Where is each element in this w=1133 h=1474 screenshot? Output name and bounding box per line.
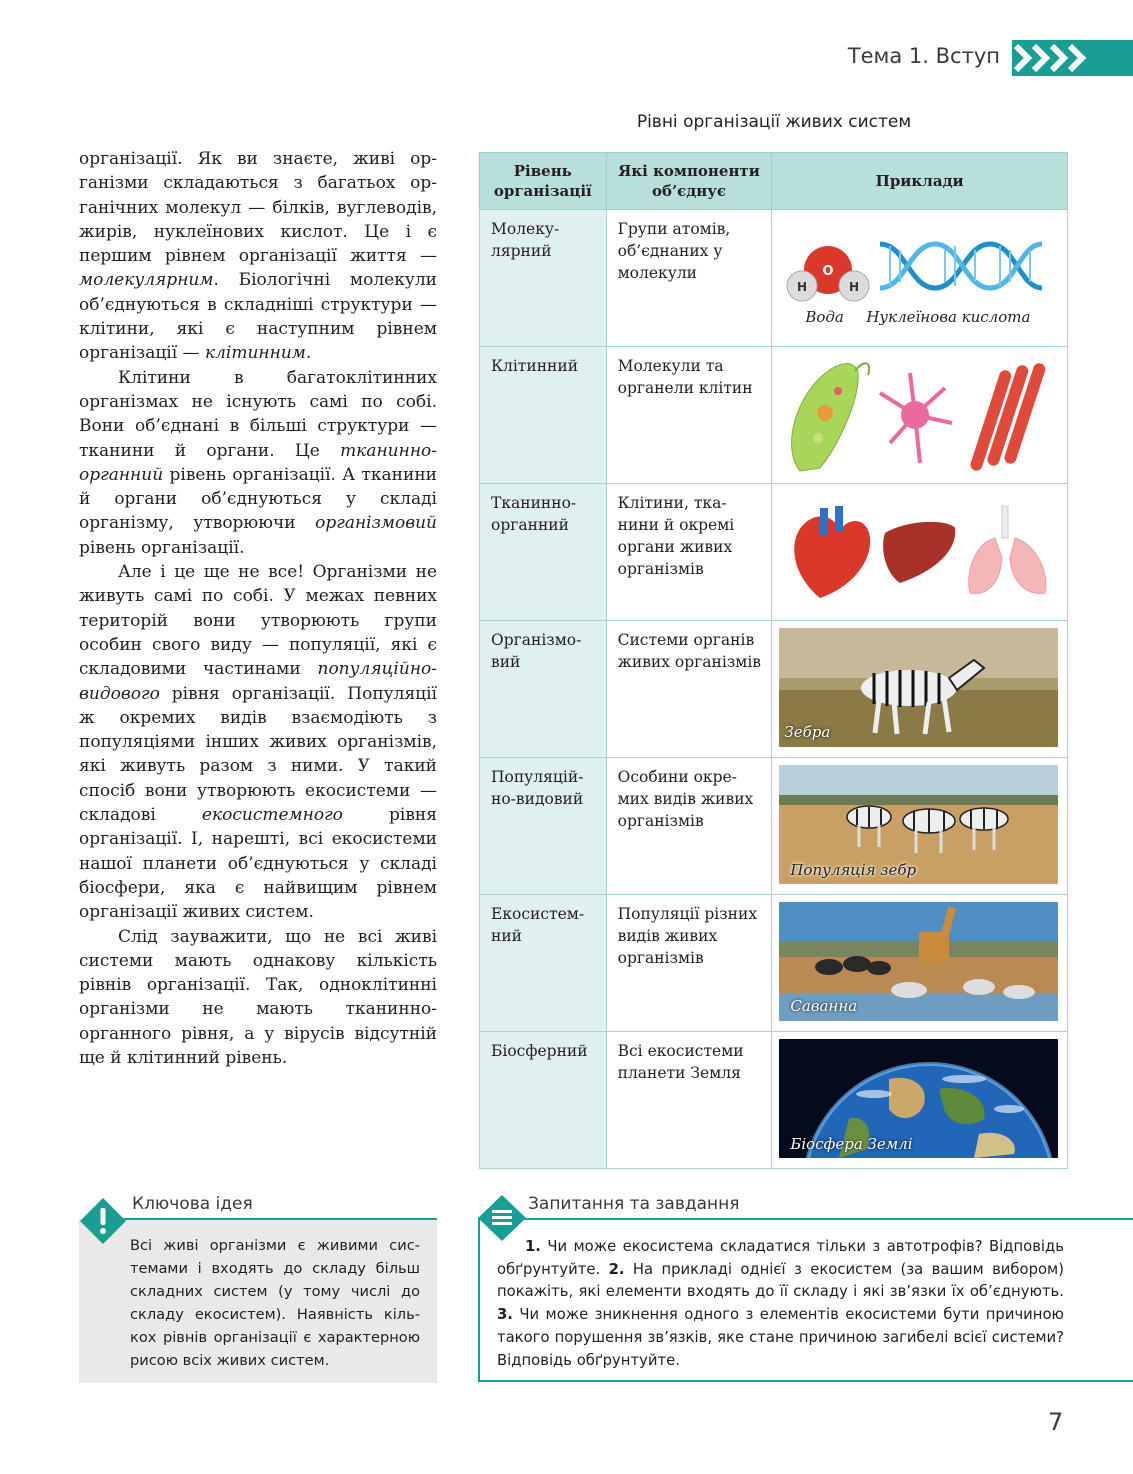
table-header-row bbox=[480, 153, 1068, 210]
examples-cell bbox=[772, 210, 1068, 347]
list-icon bbox=[478, 1195, 526, 1241]
examples-cell bbox=[772, 347, 1068, 484]
atom-h-label: H bbox=[849, 280, 860, 294]
table-row bbox=[480, 758, 1068, 895]
paragraph-3: Але і це ще не все! Організми не живуть самі по собі. У межах певних територій вони утворюють групи особин свого виду — популяції, які є складовими частинами популяційно-видового рівня організації. Популяції ж окремих видів взаємодіють з популяціями інших живих організмів, які живуть разом з ними. У такий спосіб вони утворюють екосистеми — складові екосистемного рівня організації. І, нарешті, всі екосистеми нашої планети об’єднуються у складі біосфери, яка є найвищим рівнем організації живих систем. bbox=[79, 562, 437, 923]
questions-title: Запитання та завдання bbox=[528, 1194, 740, 1214]
examples-cell bbox=[772, 758, 1068, 895]
paragraph-1: організації. Як ви знаєте, живі організми складаються з багатьох органічних молекул — білків, вуглеводів, жирів, нуклеїнових кислот. Це і є першим рівнем організації життя — молекулярним. Біологічні молекули об’єднуються в складніші структури — клітини, які є наступним рівнем організації — клітинним. bbox=[79, 149, 437, 364]
components-cell: Особини окремих видів живих організмів bbox=[606, 758, 772, 895]
header-components: Які компоненти об’єднує bbox=[606, 153, 772, 210]
body-text bbox=[79, 147, 437, 1070]
caption-savanna: Саванна bbox=[790, 997, 858, 1015]
key-idea-rule bbox=[110, 1218, 437, 1220]
components-cell: Системи органів живих організмів bbox=[606, 621, 772, 758]
level-cell: Клітинний bbox=[480, 347, 607, 484]
key-idea-title: Ключова ідея bbox=[132, 1194, 253, 1214]
exclamation-icon bbox=[80, 1198, 126, 1244]
components-cell: Популяції різних видів живих організмів bbox=[606, 895, 772, 1032]
table-row bbox=[480, 621, 1068, 758]
table-caption: Рівні організації живих систем bbox=[636, 112, 912, 132]
header-level: Рівень організації bbox=[480, 153, 607, 210]
table-row bbox=[480, 484, 1068, 621]
page-number: 7 bbox=[1048, 1408, 1064, 1436]
level-cell: Молекулярний bbox=[480, 210, 607, 347]
components-cell: Молекули та органели клітин bbox=[606, 347, 772, 484]
questions-text: 1. Чи може екосистема складатися тільки з автотрофів? Відповідь обґрунтуйте. 2. На прикладі однієї з екосистем (за вашим вибором) покажіть, які елементи входять до її складу і які зв’язки їх об’єднують. 3. Чи може зникнення одного з елементів екосистеми бути причиною такого порушення зв’язків, яке стане причиною загибелі всієї системи? Відповідь обґрунтуйте. bbox=[497, 1238, 1064, 1369]
examples-cell bbox=[772, 895, 1068, 1032]
atom-h-label: H bbox=[797, 280, 808, 294]
components-cell: Всі екосистеми планети Земля bbox=[606, 1032, 772, 1169]
cells-image bbox=[780, 353, 1060, 477]
molecules-image bbox=[780, 228, 1060, 308]
caption-biosphere: Біосфера Землі bbox=[790, 1135, 913, 1153]
caption-nucleic-acid: Нуклеїнова кислота bbox=[866, 308, 1031, 326]
paragraph-2: Клітини в багатоклітинних організмах не існують самі по собі. Вони об’єднані в більші структури — тканини й органи. Це тканинно-органний рівень організації. А тканини й органи об’єднуються у складі організму, утворюючи організмовий рівень організації. bbox=[79, 367, 437, 558]
components-cell: Групи атомів, об’єднаних у молекули bbox=[606, 210, 772, 347]
examples-cell bbox=[772, 1032, 1068, 1169]
level-cell: Популяційно-видовий bbox=[480, 758, 607, 895]
table-row bbox=[480, 347, 1068, 484]
key-idea-text: Всі живі організми є живими системами і входять до складу більш складних систем (у тому числі до складу екосистем). Наявність кількох рівнів організації є характерною рисою всіх живих систем. bbox=[130, 1237, 420, 1369]
components-cell: Клітини, тканини й окремі органи живих організмів bbox=[606, 484, 772, 621]
organs-image bbox=[780, 498, 1060, 608]
table-row bbox=[480, 1032, 1068, 1169]
level-cell: Тканинно-органний bbox=[480, 484, 607, 621]
caption-water: Вода bbox=[805, 308, 844, 326]
caption-zebra: Зебра bbox=[784, 723, 831, 741]
level-cell: Організмовий bbox=[480, 621, 607, 758]
table-row bbox=[480, 210, 1068, 347]
atom-o-label: O bbox=[822, 264, 834, 279]
header-examples: Приклади bbox=[772, 153, 1068, 210]
header-title: Тема 1. Вступ bbox=[847, 44, 1000, 68]
level-cell: Біосферний bbox=[480, 1032, 607, 1169]
caption-zebra-population: Популяція зебр bbox=[790, 861, 917, 879]
examples-cell bbox=[772, 621, 1068, 758]
examples-cell bbox=[772, 484, 1068, 621]
levels-table bbox=[479, 152, 1068, 1169]
paragraph-4: Слід зауважити, що не всі живі системи мають однакову кількість рівнів організації. Так, одноклітинні організми не мають тканинно-органного рівня, а у вірусів відсутній ще й клітинний рівень. bbox=[79, 926, 437, 1068]
table-row bbox=[480, 895, 1068, 1032]
chevrons-icon bbox=[1012, 40, 1133, 76]
level-cell: Екосистемний bbox=[480, 895, 607, 1032]
